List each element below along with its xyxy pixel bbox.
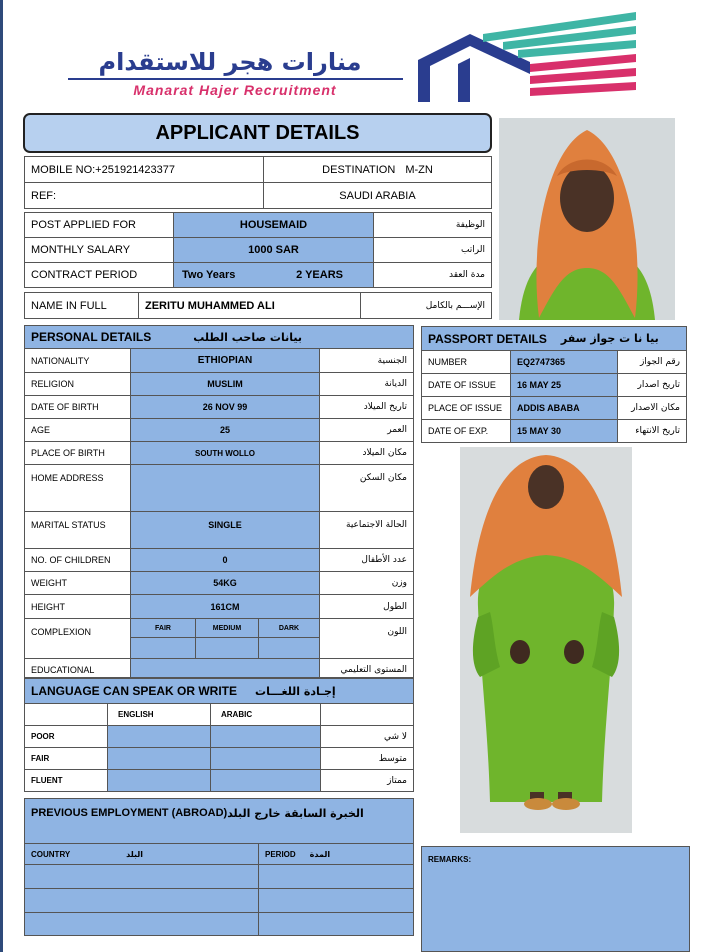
- salary-label-arabic: الراتب: [373, 237, 492, 263]
- passport-issue-date-value: 16 MAY 25: [510, 373, 618, 397]
- place-of-birth-label-arabic: مكان الميلاد: [319, 441, 414, 465]
- page-title: APPLICANT DETAILS: [23, 113, 492, 153]
- company-logo-house-icon: [418, 12, 640, 102]
- passport-issue-date-label-arabic: تاريخ اصدار: [617, 373, 687, 397]
- passport-expiry-label: DATE OF EXP.: [421, 419, 511, 443]
- age-label: AGE: [24, 418, 131, 442]
- destination-label: DESTINATION: [322, 163, 396, 176]
- religion-label: RELIGION: [24, 372, 131, 396]
- education-value: [130, 658, 320, 678]
- contract-value-years: 2 YEARS: [296, 269, 343, 281]
- remarks-label: REMARKS:: [428, 855, 472, 864]
- contract-value-words: Two Years: [182, 269, 236, 281]
- employment-period-row-1[interactable]: [258, 864, 414, 889]
- weight-value: 54KG: [130, 571, 320, 595]
- language-title-arabic: إجـادة اللغـــات: [255, 684, 336, 698]
- mobile-number: MOBILE NO:+251921423377: [24, 156, 264, 183]
- company-name-english: Manarat Hajer Recruitment: [133, 82, 337, 98]
- language-row-fluent: FLUENT: [24, 769, 108, 792]
- language-col-arabic: ARABIC: [210, 703, 321, 726]
- english-fair-cell[interactable]: [107, 747, 211, 770]
- passport-details-title: PASSPORT DETAILS: [428, 331, 547, 346]
- salary-label: MONTHLY SALARY: [24, 237, 174, 263]
- name-label-arabic: الإســـم بالكامل: [360, 292, 492, 319]
- place-of-birth-label: PLACE OF BIRTH: [24, 441, 131, 465]
- employment-period-header: [258, 843, 414, 865]
- height-label: HEIGHT: [24, 594, 131, 619]
- language-title: LANGUAGE CAN SPEAK OR WRITE: [31, 684, 238, 698]
- marital-status-label: MARITAL STATUS: [24, 511, 131, 549]
- destination-code: M-ZN: [405, 163, 433, 176]
- employment-country-header: [24, 843, 259, 865]
- passport-number-value: EQ2747365: [510, 350, 618, 374]
- personal-details-header: [24, 325, 414, 349]
- passport-details-header: [421, 326, 687, 351]
- employment-country-row-1[interactable]: [24, 864, 259, 889]
- post-value: HOUSEMAID: [173, 212, 374, 238]
- nationality-label: NATIONALITY: [24, 348, 131, 373]
- salary-value: 1000 SAR: [173, 237, 374, 263]
- weight-label: WEIGHT: [24, 571, 131, 595]
- applicant-full-name: ZERITU MUHAMMED ALI: [138, 292, 361, 319]
- arabic-fluent-cell[interactable]: [210, 769, 321, 792]
- complexion-medium-checkbox[interactable]: [195, 637, 259, 659]
- children-value: 0: [130, 548, 320, 572]
- religion-label-arabic: الديانة: [319, 372, 414, 396]
- page-left-border: [0, 0, 3, 952]
- nationality-value: ETHIOPIAN: [130, 348, 320, 373]
- contract-label: CONTRACT PERIOD: [24, 262, 174, 288]
- applicant-headshot-photo: [499, 118, 675, 320]
- complexion-dark-label: DARK: [258, 618, 320, 638]
- employment-country-label: COUNTRY: [31, 849, 71, 859]
- language-corner-cell-right: [320, 703, 414, 726]
- arabic-poor-cell[interactable]: [210, 725, 321, 748]
- age-label-arabic: العمر: [319, 418, 414, 442]
- age-value: 25: [130, 418, 320, 442]
- language-row-poor: POOR: [24, 725, 108, 748]
- complexion-medium-label: MEDIUM: [195, 618, 259, 638]
- employment-period-row-2[interactable]: [258, 888, 414, 913]
- destination-country: SAUDI ARABIA: [263, 182, 492, 209]
- language-row-fair-arabic: متوسط: [320, 747, 414, 770]
- complexion-dark-checkbox[interactable]: [258, 637, 320, 659]
- complexion-label-arabic: اللون: [319, 618, 414, 659]
- language-corner-cell: [24, 703, 108, 726]
- passport-issue-place-label: PLACE OF ISSUE: [421, 396, 511, 420]
- arabic-fair-cell[interactable]: [210, 747, 321, 770]
- passport-expiry-value: 15 MAY 30: [510, 419, 618, 443]
- religion-value: MUSLIM: [130, 372, 320, 396]
- passport-issue-place-value: ADDIS ABABA: [510, 396, 618, 420]
- language-row-poor-arabic: لا شي: [320, 725, 414, 748]
- home-address-label: HOME ADDRESS: [24, 464, 131, 512]
- passport-number-label-arabic: رقم الجواز: [617, 350, 687, 374]
- home-address-value: [130, 464, 320, 512]
- complexion-fair-checkbox[interactable]: [130, 637, 196, 659]
- post-label-arabic: الوظيفة: [373, 212, 492, 238]
- remarks-box[interactable]: [421, 846, 690, 952]
- employment-header: [24, 798, 414, 844]
- height-label-arabic: الطول: [319, 594, 414, 619]
- date-of-birth-label: DATE OF BIRTH: [24, 395, 131, 419]
- personal-details-title-arabic: بيانات صاحب الطلب: [193, 330, 302, 344]
- education-label: EDUCATIONAL: [24, 658, 131, 678]
- complexion-label: COMPLEXION: [24, 618, 131, 659]
- employment-country-row-3[interactable]: [24, 912, 259, 936]
- destination-cell: [263, 156, 492, 183]
- company-name-arabic: منارات هجر للاستقدام: [98, 48, 362, 76]
- employment-period-row-3[interactable]: [258, 912, 414, 936]
- english-poor-cell[interactable]: [107, 725, 211, 748]
- ref-label: REF:: [24, 182, 264, 209]
- children-label-arabic: عدد الأطفال: [319, 548, 414, 572]
- passport-issue-place-label-arabic: مكان الاصدار: [617, 396, 687, 420]
- passport-number-label: NUMBER: [421, 350, 511, 374]
- complexion-fair-label: FAIR: [130, 618, 196, 638]
- passport-details-title-arabic: بيا نا ت جواز سفر: [560, 332, 659, 345]
- date-of-birth-label-arabic: تاريخ الميلاد: [319, 395, 414, 419]
- nationality-label-arabic: الجنسية: [319, 348, 414, 373]
- employment-title: PREVIOUS EMPLOYMENT (ABROAD): [31, 807, 228, 819]
- employment-period-label-arabic: المدة: [309, 849, 331, 859]
- employment-title-arabic: الخبرة السابقة خارج البلد: [227, 807, 364, 820]
- marital-status-value: SINGLE: [130, 511, 320, 549]
- applicant-full-body-photo: [460, 447, 632, 833]
- passport-expiry-label-arabic: تاريخ الانتهاء: [617, 419, 687, 443]
- contract-label-arabic: مدة العقد: [373, 262, 492, 288]
- height-value: 161CM: [130, 594, 320, 619]
- date-of-birth-value: 26 NOV 99: [130, 395, 320, 419]
- employment-country-row-2[interactable]: [24, 888, 259, 913]
- name-label: NAME IN FULL: [24, 292, 139, 319]
- post-label: POST APPLIED FOR: [24, 212, 174, 238]
- place-of-birth-value: SOUTH WOLLO: [130, 441, 320, 465]
- employment-country-label-arabic: البلد: [126, 849, 143, 859]
- contract-value-cell: [173, 262, 374, 288]
- marital-status-label-arabic: الحالة الاجتماعية: [319, 511, 414, 549]
- passport-issue-date-label: DATE OF ISSUE: [421, 373, 511, 397]
- language-col-english: ENGLISH: [107, 703, 211, 726]
- language-row-fluent-arabic: ممتاز: [320, 769, 414, 792]
- children-label: NO. OF CHILDREN: [24, 548, 131, 572]
- weight-label-arabic: وزن: [319, 571, 414, 595]
- language-header: [24, 678, 414, 704]
- employment-period-label: PERIOD: [265, 849, 296, 859]
- english-fluent-cell[interactable]: [107, 769, 211, 792]
- personal-details-title: PERSONAL DETAILS: [31, 330, 152, 344]
- home-address-label-arabic: مكان السكن: [319, 464, 414, 512]
- education-label-arabic: المستوى التعليمي: [319, 658, 414, 678]
- language-row-fair: FAIR: [24, 747, 108, 770]
- logo-underline: [68, 78, 403, 80]
